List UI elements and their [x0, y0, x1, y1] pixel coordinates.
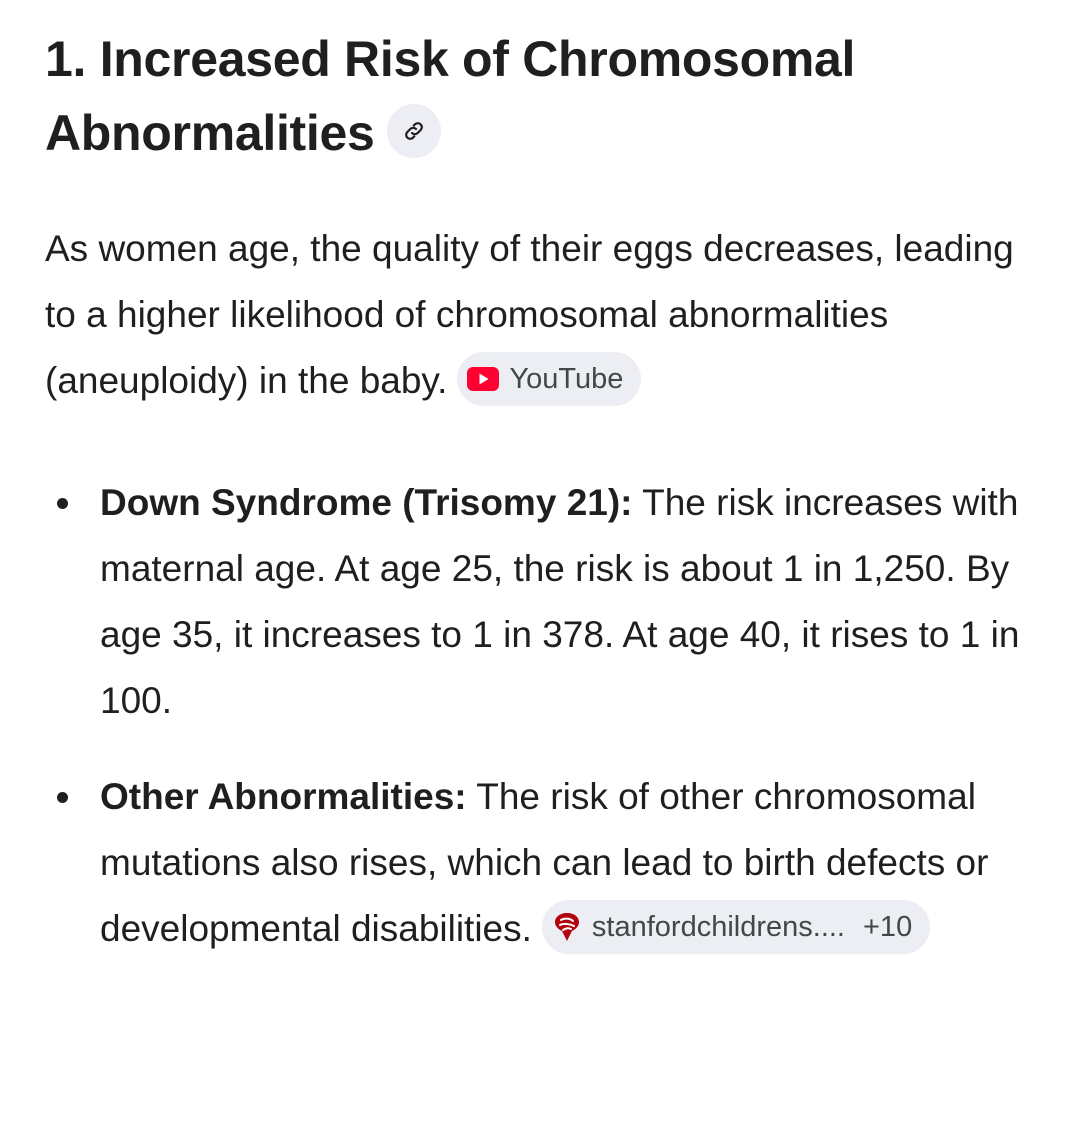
source-chip-stanfordchildrens[interactable] — [542, 900, 930, 954]
list-item — [45, 764, 1035, 962]
source-chip-label: stanfordchildrens.... — [591, 911, 845, 944]
answer-section — [45, 22, 1045, 992]
source-chip-youtube[interactable] — [457, 352, 641, 406]
source-chip-label: YouTube — [509, 363, 624, 396]
list-item-title: Other Abnormalities: — [100, 776, 467, 817]
section-heading-text: 1. Increased Risk of Chromosomal Abnormalities — [45, 31, 856, 161]
youtube-icon — [467, 367, 499, 391]
bullet-list — [45, 470, 1045, 962]
intro-paragraph-text: As women age, the quality of their eggs decreases, leading to a higher likelihood of chromosomal abnormalities (aneuploidy) in the baby. — [45, 228, 1014, 401]
section-heading — [45, 22, 1045, 170]
list-item — [45, 470, 1035, 734]
copy-link-button[interactable] — [387, 104, 441, 158]
source-chip-more-count: +10 — [863, 911, 913, 944]
stanford-childrens-icon — [552, 911, 582, 943]
list-item-title: Down Syndrome (Trisomy 21): — [100, 482, 633, 523]
list-item-text: The risk increases with maternal age. At age 25, the risk is about 1 in 1,250. By age 35, it increases to 1 in 378. At age 40, it rises to 1 in 100. — [100, 482, 1020, 721]
bullet-dot — [57, 498, 68, 509]
bullet-dot — [57, 792, 68, 803]
intro-paragraph — [45, 216, 1045, 414]
list-item-text: The risk of other chromosomal mutations also rises, which can lead to birth defects or developmental disabilities. — [100, 776, 989, 949]
link-icon — [402, 119, 426, 143]
